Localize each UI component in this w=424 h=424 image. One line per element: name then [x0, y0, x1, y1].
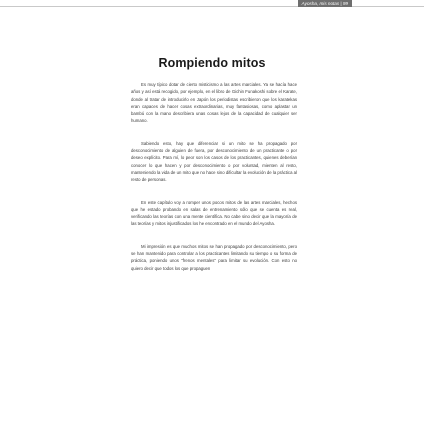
chapter-title: Rompiendo mitos: [158, 56, 266, 71]
running-header: Ayosha, mis notas | 99: [298, 0, 352, 7]
body-text: [131, 81, 297, 287]
paragraph: Es muy típico dotar de cierto misticismo a las artes marciales. Ya se hacía hace años y así está recogido, por ejemplo, en el libro de Gichin Funakoshi sobre el Karate, donde al tratar de introducirlo en Japón los periodistas escribieron que los karatekas eran capaces de hacer cosas extraordinarias, muy fantasiosas, como aplastar un bambú con la mano describiera unas cosas lejos de la capacidad de cualquier ser humano.: [131, 82, 297, 124]
paragraph: En este capítulo voy a romper unos pocos mitos de las artes marciales, hechos que he estado probando en salas de entrenamiento sólo que se cuenta es real, verificando las teorías con una mente científica. No cabe sino decir que la mayoría de las teorías y mitos injustificados los he encontrado en el mundo del Ayosha.: [131, 199, 297, 227]
header-rule: [0, 6, 424, 7]
paragraph: Sabiendo esto, hay que diferenciar si un mito se ha propagado por desconocimiento de alguien de fuera, por desconocimiento de un practicante o por deseo explícito. Para mí, lo peor son los casos de los practicantes, quienes deberían conocer lo que hacen y por desconocimiento o por voluntad, mienten al resto, manteniendo la vida de un mito que no hace sino dificultar la evolución de la práctica al resto de personas.: [131, 140, 298, 183]
paragraph: Mi impresión es que muchos mitos se han propagado por desconocimiento, pero se han mantenido para controlar a los practicantes limitando su tiempo o su forma de práctica, poniendo unos "frenos mentales" para limitar su evolución. Con esto no quiero decir que todos los que propaguen: [131, 243, 297, 271]
